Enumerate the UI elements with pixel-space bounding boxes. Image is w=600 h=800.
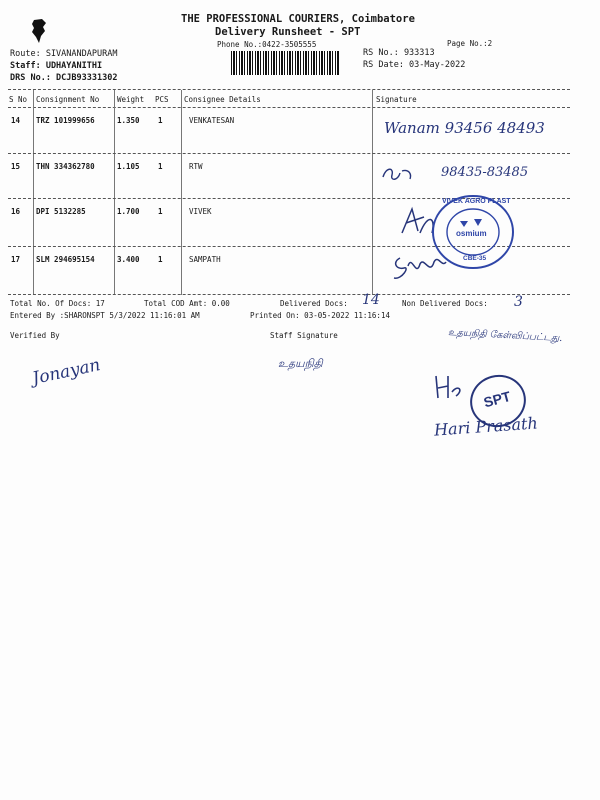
company-title: THE PROFESSIONAL COURIERS, Coimbatore bbox=[181, 13, 415, 25]
col-header-signature: Signature bbox=[376, 95, 417, 104]
table-header-rule bbox=[8, 107, 570, 108]
staff-signature-label: Staff Signature bbox=[270, 331, 338, 340]
row-consignment: TRZ 101999656 bbox=[36, 116, 95, 125]
row-consignment: DPI 5132285 bbox=[36, 207, 86, 216]
row-consignment: THN 334362780 bbox=[36, 162, 95, 171]
stamp-bottom-text: CBE-35 bbox=[463, 255, 487, 262]
verified-signature: Jonayan bbox=[30, 355, 103, 389]
stamp-top-text: VIVEK AGRO PLAST bbox=[442, 198, 511, 205]
rs-number: RS No.: 933313 bbox=[363, 48, 435, 58]
handwritten-initials bbox=[432, 372, 466, 402]
entered-by: Entered By :SHARONSPT 5/3/2022 11:16:01 AM bbox=[10, 311, 200, 320]
printed-on: Printed On: 03-05-2022 11:16:14 bbox=[250, 311, 390, 320]
handwritten-note: உதயநிதி கேள்விப்பட்டது. bbox=[447, 327, 563, 344]
col-header-consignee: Consignee Details bbox=[184, 95, 261, 104]
table-bottom-rule bbox=[8, 294, 570, 295]
row-weight: 1.350 bbox=[117, 116, 140, 125]
staff-signature: உதயநிதி bbox=[278, 357, 323, 370]
row-weight: 1.105 bbox=[117, 162, 140, 171]
col-divider bbox=[372, 90, 373, 295]
row-sno: 14 bbox=[11, 116, 21, 125]
signer-name: Hari Prasath bbox=[433, 413, 539, 440]
row-pcs: 1 bbox=[158, 116, 163, 125]
row-signature: 98435-83485 bbox=[441, 165, 529, 180]
delivered-docs-label: Delivered Docs: bbox=[280, 299, 348, 308]
row-sno: 16 bbox=[11, 207, 21, 216]
row-consignee: SAMPATH bbox=[189, 255, 221, 264]
col-header-pcs: PCS bbox=[155, 95, 169, 104]
company-round-stamp bbox=[430, 193, 516, 271]
rs-date: RS Date: 03-May-2022 bbox=[363, 60, 466, 70]
stamp-brand: osmium bbox=[456, 229, 487, 238]
row-consignee: VIVEK bbox=[189, 207, 212, 216]
row-pcs: 1 bbox=[158, 207, 163, 216]
table-top-rule bbox=[8, 89, 570, 90]
col-header-sno: S No bbox=[9, 95, 28, 104]
non-delivered-label: Non Delivered Docs: bbox=[402, 299, 488, 308]
verified-by-label: Verified By bbox=[10, 331, 60, 340]
runsheet-title: Delivery Runsheet - SPT bbox=[215, 26, 361, 38]
delivered-docs-value: 14 bbox=[362, 292, 380, 308]
total-cod: Total COD Amt: 0.00 bbox=[144, 299, 230, 308]
row-signature: Wanam 93456 48493 bbox=[384, 119, 545, 137]
signature-scribble bbox=[380, 163, 416, 185]
drs-number: DRS No.: DCJB93331302 bbox=[10, 73, 118, 83]
non-delivered-value: 3 bbox=[514, 294, 523, 310]
staff-label: Staff: UDHAYANITHI bbox=[10, 61, 103, 71]
row-sno: 15 bbox=[11, 162, 21, 171]
row-sno: 17 bbox=[11, 255, 21, 264]
phone-number: Phone No.:0422-3505555 bbox=[217, 40, 317, 49]
total-docs: Total No. Of Docs: 17 bbox=[10, 299, 105, 308]
col-divider bbox=[181, 90, 182, 295]
col-divider bbox=[33, 90, 34, 295]
row-weight: 1.700 bbox=[117, 207, 140, 216]
page-number: Page No.:2 bbox=[447, 39, 493, 48]
row-consignee: RTW bbox=[189, 162, 203, 171]
col-header-weight: Weight bbox=[117, 95, 145, 104]
route-label: Route: SIVANANDAPURAM bbox=[10, 49, 118, 59]
row-weight: 3.400 bbox=[117, 255, 140, 264]
row-pcs: 1 bbox=[158, 255, 163, 264]
col-divider bbox=[114, 90, 115, 295]
row-consignee: VENKATESAN bbox=[189, 116, 235, 125]
barcode-image bbox=[231, 51, 339, 75]
india-map-logo bbox=[30, 18, 48, 44]
row-pcs: 1 bbox=[158, 162, 163, 171]
row-consignment: SLM 294695154 bbox=[36, 255, 95, 264]
spt-stamp-text: SPT bbox=[481, 387, 513, 411]
row-rule bbox=[8, 153, 570, 154]
col-header-consignment: Consignment No bbox=[36, 95, 100, 104]
